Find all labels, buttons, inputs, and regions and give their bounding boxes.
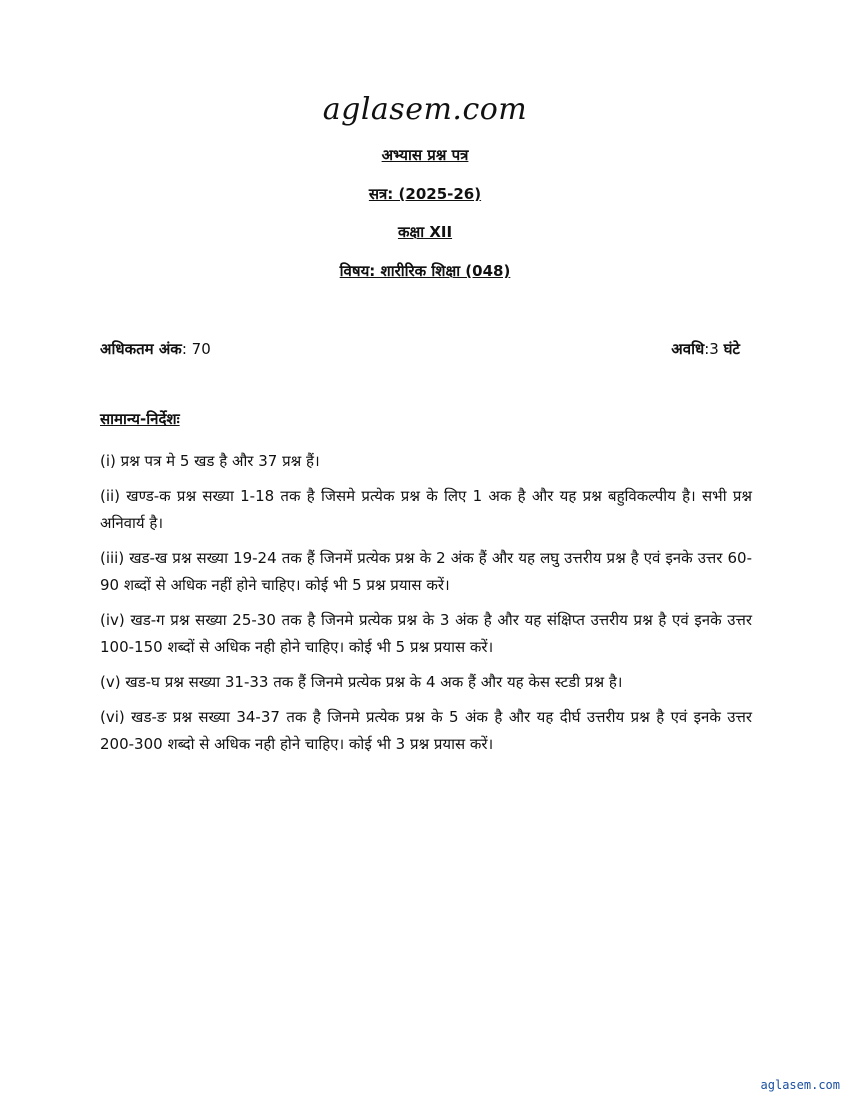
instruction-item: (ii) खण्ड-क प्रश्न सख्या 1-18 तक है जिसमे प्रत्येक प्रश्न के लिए 1 अक है और यह प्रश्न बहुविकल्पीय है। सभी प्रश्न अनिवार्य है।	[100, 487, 752, 532]
instruction-item: (i) प्रश्न पत्र मे 5 खड है और 37 प्रश्न हैं।	[100, 452, 320, 470]
instruction-item: (iii) खड-ख प्रश्न सख्या 19-24 तक हैं जिनमें प्रत्येक प्रश्न के 2 अंक हैं और यह लघु उत्तरीय प्रश्न है एवं इनके उत्तर 60-90 शब्दों से अधिक नहीं होने चाहिए। कोई भी 5 प्रश्न प्रयास करें।	[100, 549, 752, 594]
subject-line: विषय: शारीरिक शिक्षा (048)	[339, 262, 511, 280]
footer-link[interactable]: aglasem.com	[760, 1078, 840, 1092]
session-line: सत्र: (2025-26)	[368, 185, 482, 203]
paper-title: अभ्यास प्रश्न पत्र	[381, 146, 469, 164]
duration-label: अवधि	[671, 340, 705, 358]
site-logo: aglasem.com	[322, 92, 528, 127]
instruction-item: (iv) खड-ग प्रश्न सख्या 25-30 तक है जिनमे प्रत्येक प्रश्न के 3 अंक है और यह संक्षिप्त उत्तरीय प्रश्न है एवं इनके उत्तर 100-150 शब्दों से अधिक नही होने चाहिए। कोई भी 5 प्रश्न प्रयास करें।	[100, 611, 752, 656]
class-line: कक्षा XII	[397, 223, 453, 241]
max-marks-value: : 70	[181, 340, 211, 358]
duration-unit: घंटे	[723, 340, 740, 358]
instructions-list	[100, 448, 752, 766]
instruction-item: (vi) खड-ङ प्रश्न सख्या 34-37 तक है जिनमे प्रत्येक प्रश्न के 5 अंक है और यह दीर्घ उत्तरीय प्रश्न है एवं इनके उत्तर 200-300 शब्दो से अधिक नही होने चाहिए। कोई भी 3 प्रश्न प्रयास करें।	[100, 708, 752, 753]
general-instructions-heading: सामान्य-निर्देशः	[100, 410, 180, 428]
max-marks	[100, 339, 211, 359]
max-marks-label: अधिकतम अंक	[100, 340, 182, 358]
marks-duration-row	[100, 339, 740, 359]
duration	[671, 339, 740, 359]
instruction-item: (v) खड-घ प्रश्न सख्या 31-33 तक हैं जिनमे प्रत्येक प्रश्न के 4 अक हैं और यह केस स्टडी प्रश्न है।	[100, 673, 623, 691]
duration-value: :3	[704, 340, 724, 358]
